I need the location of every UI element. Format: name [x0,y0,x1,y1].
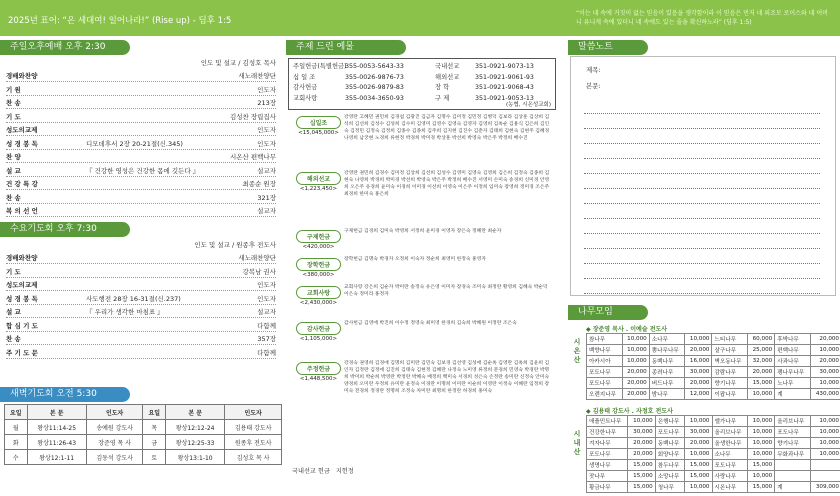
account-box [288,58,556,110]
order-person: 다함께 [257,348,276,357]
table-cell: 오렌지나무 [587,389,623,400]
table-cell: 20,000 [685,438,712,449]
table-row [587,438,840,449]
table-cell: 왕상12:1-11 [27,450,86,465]
table-cell: 왕상11:26-43 [27,435,86,450]
account-number: 351-0921-9068-43 [475,84,534,91]
order-person: 인도자 [257,294,276,303]
order-row [6,70,276,82]
offering-category [296,286,341,306]
table-cell: 20,000 [747,367,774,378]
table-row [587,356,840,367]
theme-verse: “이는 네 속에 거짓이 없는 믿음이 있음을 생각함이라 이 믿음은 먼저 네 외조모 로이스와 네 어머니 유니게 속에 있더니 네 속에도 있는 줄을 확신하노라” (딤후 1:5) [576,10,828,26]
group2-table [586,415,840,493]
table-cell: 편백나무 [775,345,811,356]
order-item: 찬 양 [6,153,21,161]
order-detail: 사도행전 28장 16-31절(신.237) [86,294,181,303]
domestic-mission-name: 지헌정 [335,468,354,475]
table-cell: 20,000 [628,449,655,460]
order-item: 복 의 선 언 [6,207,38,215]
dawn-prayer-table [4,404,282,465]
table-cell: 포도나무 [587,378,623,389]
header-cell: 요일 [5,405,28,420]
table-cell: 10,000 [748,471,775,482]
order-person: 강복남 권사 [242,267,276,276]
order-item: 설 교 [6,166,21,175]
table-cell: 10,000 [810,345,840,356]
category-sum: <1,105,000> [299,336,338,342]
group1-leader [586,324,667,333]
table-cell: 20,000 [622,367,649,378]
account-label: 교회사랑 [293,94,318,102]
table-row [587,416,840,427]
order-item: 성도의교제 [6,281,38,289]
table-cell: 노나무 [775,378,811,389]
table-cell: 20,000 [810,356,840,367]
table-cell: 20,000 [622,378,649,389]
table-cell: 시온나무 [712,482,748,493]
table-cell: 향기나무 [712,378,748,389]
table-cell: 30,000 [685,367,712,378]
table-cell: 10,000 [685,334,712,345]
table-cell: 30,000 [810,367,840,378]
notes-text-field: 본문: [586,82,601,90]
donor-names: 장학헌금 김명숙 박경자 오정희 이숙자 정순희 최영미 한정숙 홍영자 [344,257,486,262]
group1-side: 시온산 [573,338,581,364]
table-cell: 10,000 [810,416,840,427]
table-cell: 백향나무 [587,345,623,356]
order-person: 설교자 [257,308,276,316]
table-cell [810,460,840,471]
table-cell: 버드나무 [649,378,685,389]
table-cell: 소나무 [712,449,748,460]
table-cell: 왕상12:12-24 [166,420,225,435]
table-cell: 10,000 [685,416,712,427]
top-banner [0,0,840,36]
order-person: 최종순 원장 [242,180,276,188]
table-cell: 뽕나무나무 [649,345,685,356]
table-cell: 월 [5,420,28,435]
category-sum: <1,448,500> [299,376,338,382]
table-cell: 15,000 [685,471,712,482]
table-cell: 참나무 [587,334,623,345]
account-number: 355-0026-9876-73 [345,73,404,81]
order-person: 인도자 [257,126,276,134]
table-cell [810,471,840,482]
table-cell: 포도나무 [587,367,623,378]
table-row [587,334,840,345]
sermon-notes-title: 말씀노트 [568,40,648,55]
table-cell: 10,000 [685,482,712,493]
order-item: 기 원 [6,85,21,94]
donor-names: 강영란 고혜민 권민희 김경섭 김광진 김금자 김명수 김미정 김민정 김병덕 김보라 김상훈 김상희 김석희 김선희 김성수 김성희 김수미 김영미 김영수 김영숙 김영자 김영희 김옥순 김용식 김은희 김인숙 김정민 김정숙 김정희 김종수 김종희 김주희 김지현 김진수 김춘자 김태희 김현숙 김현주 김혜경 나영희 남궁현 노경희 류현정 박경희 박미경 박상훈 박선희 박영숙 박은주 박정희 배수진 [344,115,550,142]
table-cell: 밤나무 [649,389,685,400]
table-cell: 화 [5,435,28,450]
group1-table [586,333,840,400]
table-cell: 아카시아 [587,356,623,367]
table-cell: 수 [5,450,28,465]
table-cell [775,471,811,482]
offering-category [296,116,341,136]
table-cell: 309,000 [810,482,840,493]
order-person: 321장 [257,193,276,202]
table-row [587,427,840,438]
order-person: 설교자 [257,207,276,215]
table-cell: 황금나무 [587,482,628,493]
account-number: 351-0921-9061-93 [475,73,534,81]
order-person: 설교자 [257,166,276,175]
category-sum: <380,000> [302,272,335,278]
account-row [293,73,555,84]
domestic-mission-text: 국내선교 헌금 [292,468,330,475]
table-cell: 애플민트나무 [587,416,628,427]
table-cell: 원종후 전도사 [225,435,282,450]
table-cell: 무화과나무 [775,449,811,460]
donor-names: 구제헌금 김경희 김미숙 박영희 서정희 윤미경 이영자 장은숙 정혜란 최순자 [344,229,502,234]
order-person: 시온산 편백나무 [229,153,276,161]
table-cell: 포도나무 [587,449,628,460]
table-cell: 30,000 [685,427,712,438]
order-row [6,266,276,278]
donor-names: 강경숙 권영희 김경애 김명희 김미란 김민숙 김보경 김선영 김성애 김순옥 김영란 김옥희 김윤희 김인자 김정란 김정애 김진희 김태숙 김현정 김혜란 나정숙 노미영 류정희 문경희 민영숙 박경란 박명희 박미희 박순희 박영란 박정란 박혜숙 배정희 백미숙 서경희 성은숙 손정란 송미란 신정숙 안미숙 양경희 오미란 우정희 유미란 윤정숙 이경란 이명희 이미란 이순희 이영란 이정숙 이혜란 임정희 장미숙 전경희 정경란 정명희 조정숙 차미란 최명희 한정란 허경희 홍미숙 [344,361,550,395]
order-item: 경배와찬양 [6,72,38,80]
offering-category [296,258,341,278]
category-label: 십일조 [296,116,341,129]
order-row [6,333,276,345]
table-row [587,389,840,400]
account-label: 국내선교 [435,63,460,70]
account-number: 355-0034-3650-93 [345,94,404,102]
table-cell: 10,000 [810,438,840,449]
table-cell: 20,000 [628,438,655,449]
category-label: 감사헌금 [296,322,341,335]
table-cell: 10,000 [810,449,840,460]
table-cell: 종려나무 [649,367,685,378]
dawn-prayer-title: 새벽기도회 오전 5:30 [0,387,130,402]
donor-names: 강영란 권민희 김경수 김미정 김상희 김선희 김성수 김영미 김영숙 김영희 김은희 김정숙 김종희 김현숙 나영희 박경희 박미경 박선희 박영숙 박은주 박정희 배수진 서영미 손미숙 송경희 신미경 안영희 오은주 유경희 윤미숙 이경희 이미경 이선희 이영숙 이은주 이정희 임미숙 장영희 정미경 조은주 최경희 한미숙 홍은희 [344,171,550,198]
wednesday-service-title: 수요기도회 오후 7:30 [0,222,130,237]
order-row [6,111,276,123]
table-cell: 60,000 [747,334,774,345]
category-label: 구제헌금 [296,230,341,243]
table-cell: 15,000 [628,482,655,493]
table-cell: 동백나무 [649,356,685,367]
table-cell: 20,000 [685,345,712,356]
bank-name: (농협, 시온성교회) [506,102,551,108]
table-row [5,450,282,465]
table-row [5,435,282,450]
order-item: 기 도 [6,112,21,121]
table-row [587,471,840,482]
group2-leader [586,406,673,415]
table-cell: 살구나무 [712,345,748,356]
group1-head: ◆ 장준영 목사 . 이예슬 전도사 [586,326,668,333]
order-person: 다함께 [257,321,276,330]
order-row [6,84,276,96]
offering-category [296,172,341,192]
account-row [293,83,555,94]
group2-head: ◆ 김용태 강도사 . 자정호 전도사 [586,408,673,415]
order-row [6,205,276,217]
order-item: 기 도 [6,267,21,276]
table-cell: 장준영 목 사 [86,435,143,450]
table-cell: 10,000 [810,427,840,438]
order-item: 경배와찬양 [6,254,38,262]
account-label: 구 제 [435,94,450,102]
table-cell: 32,000 [747,356,774,367]
table-cell: 10,000 [748,438,775,449]
order-person: 357장 [257,335,276,343]
table-cell: 왕상13:1-10 [166,450,225,465]
table-cell: 20,000 [622,389,649,400]
notes-title-field: 제목: [586,66,601,74]
table-cell: 사과나무 [775,356,811,367]
table-cell: 김용태 강도사 [225,420,282,435]
header-cell: 인도자 [86,405,143,420]
order-person: 새노래찬양단 [238,72,276,80]
table-cell: 15,000 [628,460,655,471]
table-cell: 토 [143,450,166,465]
table-cell: 건강한나무 [587,427,628,438]
table-cell: 생명나무 [587,460,628,471]
account-label: 십 일 조 [293,73,316,81]
table-row [587,345,840,356]
order-detail: 『 건강한 영성은 건강한 몸에 깃든다 』 [86,166,200,175]
order-row [6,165,276,177]
offering-category [296,322,341,342]
order-row [6,252,276,264]
table-cell: 30,000 [628,427,655,438]
table-cell: 송예원 강도사 [86,420,143,435]
sunday-service-title: 주일오후예배 오후 2:30 [0,40,130,55]
table-cell: 25,000 [747,345,774,356]
category-sum: <1,223,450> [299,186,338,192]
table-row [587,367,840,378]
order-person: 인도자 [257,139,276,148]
table-cell: 12,000 [685,389,712,400]
domestic-mission-label [292,466,354,475]
table-cell: 후박나무 [775,334,811,345]
order-row [6,138,276,150]
order-item: 찬 송 [6,99,21,107]
order-detail: 디모데후서 2장 20-21절(신.345) [86,139,183,148]
category-label: 교회사랑 [296,286,341,299]
table-cell: 겨자나무 [587,438,628,449]
category-label: 해외선교 [296,172,341,185]
table-row [587,460,840,471]
order-person: 새노래찬양단 [238,254,276,262]
order-item: 합 심 기 도 [6,321,38,330]
offering-category [296,362,341,382]
order-row [6,293,276,305]
order-item: 찬 송 [6,335,21,343]
account-label: 해외선교 [435,73,460,81]
header-cell: 본 문 [166,405,225,420]
year-theme: 2025년 표어: “온 세대여! 일어나라!” (Rise up) - 딤후 1:5 [8,16,232,26]
account-number: 351-0921-9073-13 [475,63,534,70]
order-row [6,306,276,318]
table-cell: 20,000 [810,334,840,345]
table-cell: 15,000 [628,471,655,482]
order-item: 주 기 도 문 [6,348,38,357]
order-item: 성도의교제 [6,126,38,134]
table-cell: 금 [143,435,166,450]
order-row [6,347,276,359]
header-cell: 요일 [143,405,166,420]
table-cell: 올리브나무 [712,427,748,438]
table-cell: 팽나무나무 [775,367,811,378]
header-cell: 본 문 [27,405,86,420]
table-cell: 10,000 [622,356,649,367]
table-cell: 참두나무 [655,460,685,471]
table-cell: 소나무 [649,334,685,345]
table-cell: 430,000 [810,389,840,400]
table-cell: 15,000 [748,460,775,471]
category-sum: <420,000> [302,244,335,250]
table-cell: 목 [143,420,166,435]
order-item: 건 강 특 강 [6,180,38,188]
table-cell: 김성호 목 사 [225,450,282,465]
table-cell: 느티나무 [712,334,748,345]
order-detail: 『 우리가 생각한 마침표 』 [86,308,164,316]
table-cell: 10,000 [628,416,655,427]
table-cell: 왕상12:25-33 [166,435,225,450]
order-person: 인도자 [257,281,276,289]
category-label: 주정헌금 [296,362,341,375]
account-label: 감사헌금 [293,84,318,91]
table-cell: 감람나무 [712,367,748,378]
table-cell: 15,000 [685,460,712,471]
table-cell: 10,000 [622,345,649,356]
table-cell: 15,000 [748,482,775,493]
table-cell: 사랑나무 [712,471,748,482]
sharing-group-title: 나무모임 [568,305,648,320]
order-row [6,279,276,291]
table-cell [775,460,811,471]
table-cell: 청나무 [655,482,685,493]
table-cell: 이팝나무 [712,389,748,400]
table-cell: 왕상11:14-25 [27,420,86,435]
order-row [6,178,276,190]
category-sum: <15,045,000> [298,130,339,136]
category-sum: <2,430,000> [299,300,338,306]
table-cell: 은행나무 [655,416,685,427]
table-cell: 올생한나무 [712,438,748,449]
table-cell: 포도나무 [712,460,748,471]
order-item: 찬 송 [6,193,21,202]
order-row [6,151,276,163]
account-label: 주일헌금(특별헌금) [293,63,347,70]
order-item: 설 교 [6,308,21,316]
order-item: 성 경 봉 독 [6,139,38,148]
wednesday-leader: 인도 및 설교 / 원종후 전도사 [194,241,276,249]
table-cell: 벽오동나무 [712,356,748,367]
table-cell: 포도나무 [775,427,811,438]
table-cell: 앨가나무 [712,416,748,427]
table-row [587,482,840,493]
table-cell: 올리브나무 [775,416,811,427]
table-cell: 10,000 [622,334,649,345]
sunday-leader: 인도 및 설교 / 김성호 목사 [200,59,276,67]
account-row [293,62,555,73]
account-label: 장 학 [435,84,450,91]
table-cell: 동백나무 [655,438,685,449]
table-cell: 계 [775,482,811,493]
table-cell: 김동석 강도사 [86,450,143,465]
note-line [584,276,820,294]
donor-names: 교회사랑 강은희 김순자 박미란 송정숙 유은영 이미자 장경숙 조미숙 최정란 황영희 김혜숙 박순덕 이은숙 정미라 홍정자 [344,285,548,298]
account-number: 355-0026-9879-83 [345,84,404,91]
table-row [587,378,840,389]
offering-category [296,230,341,250]
group2-side: 시내산 [573,430,581,456]
account-number: 355-0053-5643-33 [345,63,404,70]
table-cell: 10,000 [748,416,775,427]
table-cell: 10,000 [748,427,775,438]
table-cell: 소망나무 [655,471,685,482]
table-cell: 20,000 [685,378,712,389]
category-label: 장학헌금 [296,258,341,271]
table-cell: 10,000 [810,378,840,389]
order-item: 성 경 봉 독 [6,294,38,303]
table-row [587,449,840,460]
order-row [6,320,276,332]
table-header-row [5,405,282,420]
table-cell: 회양나무 [655,449,685,460]
table-cell: 10,000 [748,449,775,460]
table-row [5,420,282,435]
table-cell: 계 [775,389,811,400]
table-cell: 향기나무 [775,438,811,449]
table-cell: 10,000 [685,449,712,460]
table-cell: 포도나무 [655,427,685,438]
table-cell: 10,000 [747,389,774,400]
order-person: 김성찬 장립집사 [229,112,276,121]
table-cell: 15,000 [747,378,774,389]
order-row [6,124,276,136]
donor-names: 감사헌금 김영애 박진희 이수정 정영숙 최미영 한경희 김숙희 박혜원 이정란 조은숙 [344,321,517,326]
header-cell: 인도자 [225,405,282,420]
order-person: 인도자 [257,85,276,94]
table-cell: 16,000 [685,356,712,367]
account-number: 351-0921-9053-13 [475,94,534,102]
order-person: 213장 [257,99,276,107]
order-row [6,192,276,204]
order-row [6,97,276,109]
offering-title: 주제 드린 예물 [286,40,406,55]
table-cell: 잣나무 [587,471,628,482]
